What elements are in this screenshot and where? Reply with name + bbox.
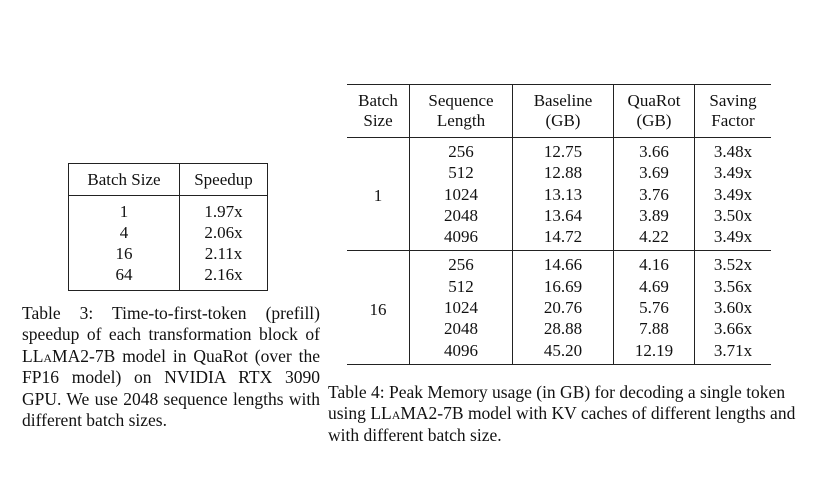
sequence-length-cell: 1024 [410,184,513,205]
speedup-cell: 2.06x [180,222,268,243]
saving-factor-cell: 3.50x [695,205,772,226]
memory-table-header-row [347,85,771,138]
baseline-cell: 12.75 [513,138,614,163]
speedup-table-header-row [69,164,268,196]
table-row [347,297,771,318]
speedup-cell: 1.97x [180,196,268,223]
baseline-cell: 16.69 [513,276,614,297]
model-name: LLaMA2-7B [22,345,116,366]
saving-factor-cell: 3.60x [695,297,772,318]
saving-factor-cell: 3.49x [695,162,772,183]
table4-caption [328,382,803,446]
baseline-cell: 13.13 [513,184,614,205]
caption-text: model in QuaRot (over the FP16 model) on NVIDIA RTX 3090 GPU. We use 2048 sequence lengths with different batch sizes. [22,345,320,431]
header-baseline: Baseline (GB) [513,85,614,138]
table-row [347,138,771,163]
sequence-length-cell: 512 [410,276,513,297]
quarot-cell: 7.88 [614,318,695,339]
quarot-cell: 4.69 [614,276,695,297]
batch-size-cell: 1 [69,196,180,223]
baseline-cell: 12.88 [513,162,614,183]
quarot-cell: 3.69 [614,162,695,183]
speedup-cell: 2.16x [180,264,268,291]
memory-table [347,84,771,365]
quarot-cell: 4.16 [614,251,695,276]
baseline-cell: 45.20 [513,340,614,365]
quarot-cell: 3.89 [614,205,695,226]
caption-text: model with KV caches of different lengths and with different batch size. [328,403,796,445]
saving-factor-cell: 3.71x [695,340,772,365]
batch-size-cell: 4 [69,222,180,243]
baseline-cell: 28.88 [513,318,614,339]
saving-factor-cell: 3.49x [695,226,772,251]
header-quarot: QuaRot (GB) [614,85,695,138]
table-row [347,251,771,276]
speedup-cell: 2.11x [180,243,268,264]
caption-label: Table 3: [22,303,94,323]
quarot-cell: 12.19 [614,340,695,365]
sequence-length-cell: 2048 [410,205,513,226]
header-speedup: Speedup [180,164,268,196]
table-row [347,184,771,205]
baseline-cell: 14.72 [513,226,614,251]
table-row [347,318,771,339]
caption-text: Time-to-first-token (prefill) speedup of each transformation block of [22,303,320,345]
header-saving-factor: Saving Factor [695,85,772,138]
quarot-cell: 3.66 [614,138,695,163]
table-row [347,205,771,226]
quarot-cell: 4.22 [614,226,695,251]
table-row [347,340,771,365]
saving-factor-cell: 3.52x [695,251,772,276]
caption-label: Table 4: [328,382,385,402]
sequence-length-cell: 2048 [410,318,513,339]
table-row [69,222,268,243]
table-row [69,196,268,223]
header-batch-size: Batch Size [69,164,180,196]
speedup-table [68,163,268,291]
caption-text: Peak Memory usage (in GB) for decoding a single token using [328,382,786,424]
batch-size-cell: 16 [369,299,387,319]
table-row [69,243,268,264]
table-row [347,276,771,297]
batch-size-cell: 64 [69,264,180,291]
saving-factor-cell: 3.48x [695,138,772,163]
sequence-length-cell: 512 [410,162,513,183]
sequence-length-cell: 256 [410,138,513,163]
saving-factor-cell: 3.56x [695,276,772,297]
batch-size-cell: 1 [347,138,410,251]
header-batch-size: Batch Size [347,85,410,138]
batch-size-cell: 16 [69,243,180,264]
baseline-cell: 20.76 [513,297,614,318]
model-name: LLaMA2-7B [370,403,464,424]
sequence-length-cell: 256 [410,251,513,276]
sequence-length-cell: 1024 [410,297,513,318]
sequence-length-cell: 4096 [410,340,513,365]
header-sequence-length: Sequence Length [410,85,513,138]
baseline-cell: 14.66 [513,251,614,276]
table-row [347,226,771,251]
saving-factor-cell: 3.49x [695,184,772,205]
table-row [347,162,771,183]
sequence-length-cell: 4096 [410,226,513,251]
baseline-cell: 13.64 [513,205,614,226]
table3-caption [22,303,320,431]
saving-factor-cell: 3.66x [695,318,772,339]
table-row [69,264,268,291]
quarot-cell: 3.76 [614,184,695,205]
quarot-cell: 5.76 [614,297,695,318]
